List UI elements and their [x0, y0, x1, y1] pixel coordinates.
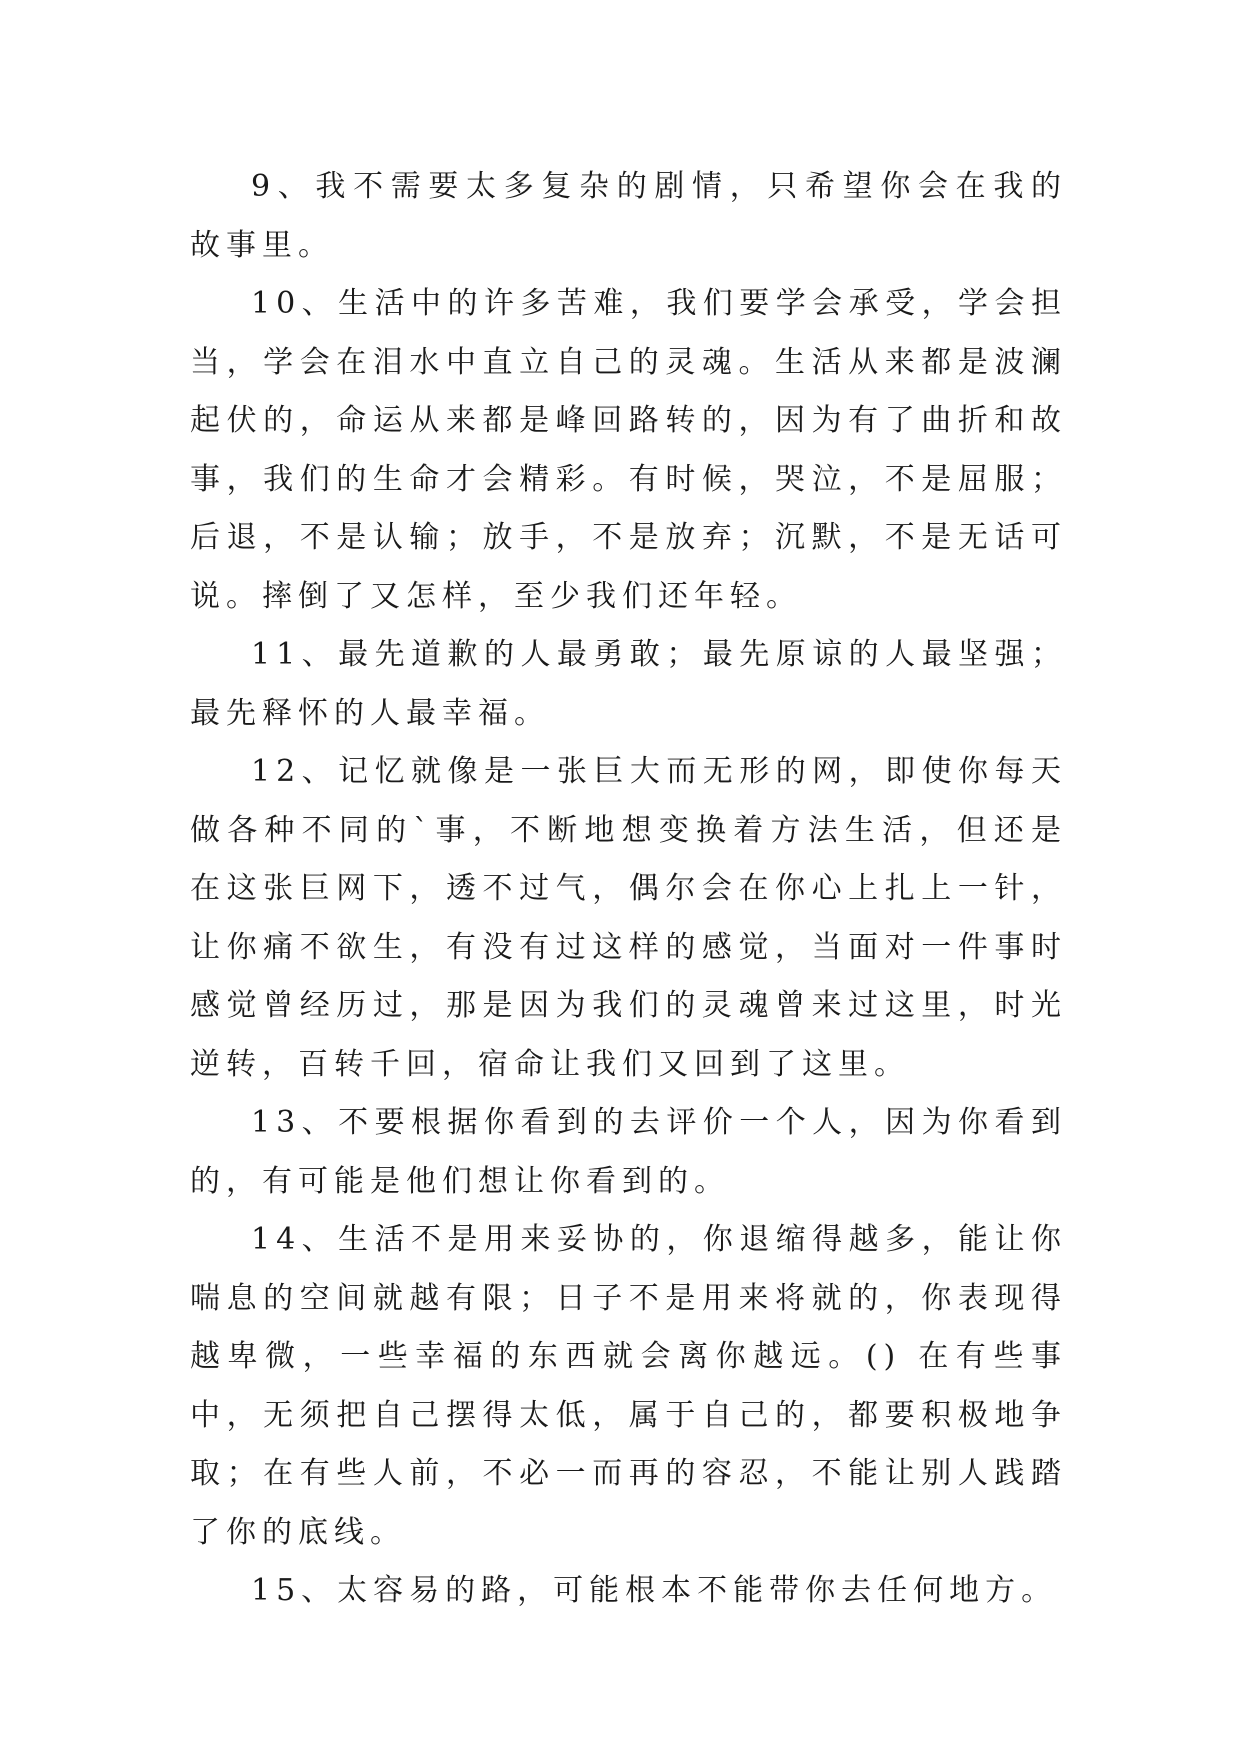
- paragraph-15: 15、太容易的路，可能根本不能带你去任何地方。: [251, 1573, 1058, 1608]
- document-body: [190, 158, 1067, 1621]
- paragraph-14: 14、生活不是用来妥协的，你退缩得越多，能让你喘息的空间就越有限；日子不是用来将就的，你表现得越卑微，一些幸福的东西就会离你越远。() 在有些事中，无须把自己摆得太低，属于自己的，都要积极地争取；在有些人前，不必一而再的容忍，不能让别人践踏了你的底线。: [190, 1222, 1067, 1550]
- paragraph-11: 11、最先道歉的人最勇敢；最先原谅的人最坚强；最先释怀的人最幸福。: [190, 637, 1067, 731]
- paragraph-9: 9、我不需要太多复杂的剧情，只希望你会在我的故事里。: [190, 169, 1067, 263]
- paragraph-10: 10、生活中的许多苦难，我们要学会承受，学会担当，学会在泪水中直立自己的灵魂。生活从来都是波澜起伏的，命运从来都是峰回路转的，因为有了曲折和故事，我们的生命才会精彩。有时候，哭泣，不是屈服；后退，不是认输；放手，不是放弃；沉默，不是无话可说。摔倒了又怎样，至少我们还年轻。: [190, 286, 1067, 614]
- paragraph-12: 12、记忆就像是一张巨大而无形的网，即使你每天做各种不同的`事，不断地想变换着方法生活，但还是在这张巨网下，透不过气，偶尔会在你心上扎上一针，让你痛不欲生，有没有过这样的感觉，当面对一件事时感觉曾经历过，那是因为我们的灵魂曾来过这里，时光逆转，百转千回，宿命让我们又回到了这里。: [190, 754, 1067, 1082]
- paragraph-13: 13、不要根据你看到的去评价一个人，因为你看到的，有可能是他们想让你看到的。: [190, 1105, 1067, 1199]
